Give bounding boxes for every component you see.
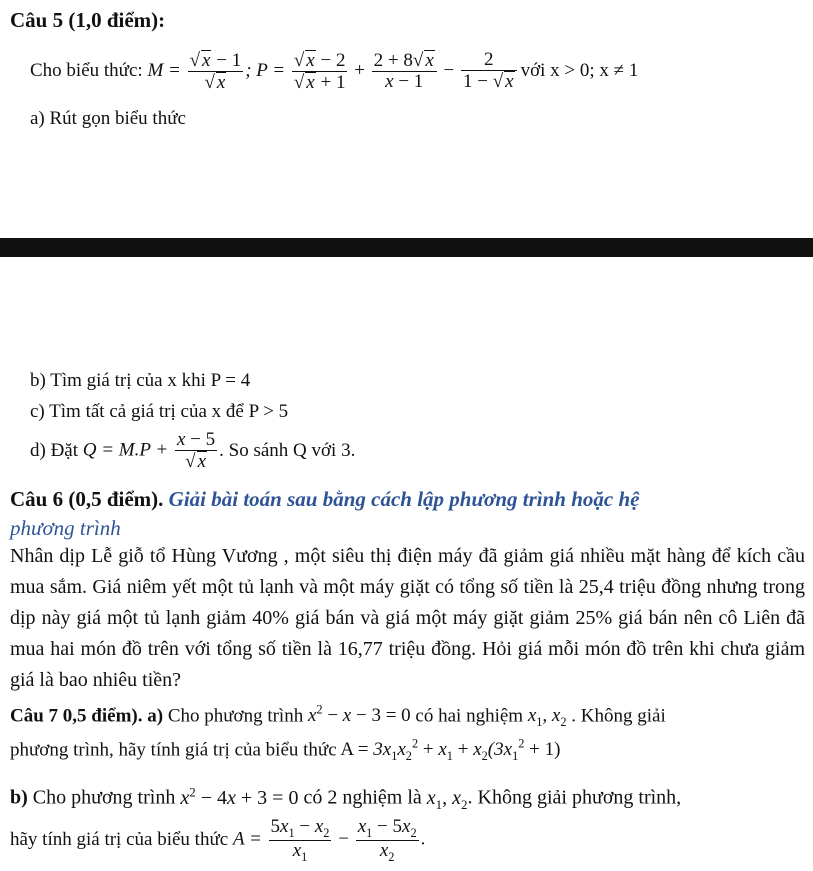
q7-b-post: . Không giải phương trình, (467, 786, 682, 809)
q7-a-roots: $x_1$, $x_2$ (527, 705, 567, 730)
expr-M: M = $\frac{√ x - 1}{√ x}$ ; P = $\frac{√ x - 2}{√ x + 1}$ + $\frac{2 + 8√ x}{x - 1}$ − $\frac{2}{1 - √ x}$ (147, 50, 518, 93)
q7-line1 (10, 703, 666, 730)
q6-title: Câu 6 (0,5 điểm). (10, 487, 164, 511)
q7-b-expression: A = $\frac{5x_1 - x_2}{x_1}$ − $\frac{x_1 - 5x_2}{x_2}$ . (232, 815, 426, 864)
q7-b-label: b) (10, 786, 28, 809)
q5-part-a: a) Rút gọn biểu thức (30, 108, 186, 129)
q7-b-pre: Cho phương trình (32, 786, 176, 809)
q7-a-pre: Cho phương trình (167, 705, 304, 727)
q7-line3 (10, 784, 681, 813)
q5-d-pre: d) Đặt (30, 440, 79, 461)
q5-d-post: . So sánh Q với 3. (219, 440, 356, 461)
q5-expression-line (30, 40, 638, 102)
q5-title: Câu 5 (1,0 điểm): (10, 8, 166, 32)
q7-a-expression: $A = 3x_1x_2^2 + x_1 + x_2(3x_1^2 + 1)$ (340, 737, 561, 764)
q6-title-rest: Giải bài toán sau bằng cách lập phương trình hoặc hệ (168, 487, 640, 511)
q7-a-post: . Không giải (571, 705, 666, 727)
q7-title: Câu 7 0,5 điểm). a) (10, 705, 164, 727)
black-bar (0, 238, 813, 257)
q5-intro: Cho biểu thức: (30, 60, 143, 81)
q7-b-mid: có 2 nghiệm là (303, 786, 422, 809)
q7-a-line2: phương trình, hãy tính giá trị của biểu thức (10, 739, 337, 761)
q6-title-rest2: phương trình (10, 516, 121, 540)
q7-line4 (10, 812, 425, 868)
q7-a-equation: $x^2 - x - 3 = 0$ (307, 703, 411, 727)
q5-part-b: b) Tìm giá trị của x khi P = 4 (30, 370, 251, 391)
q7-a-mid: có hai nghiệm (415, 705, 524, 727)
q7-line2 (10, 737, 560, 764)
q6-body: Nhân dịp Lễ giỗ tổ Hùng Vương , một siêu thị điện máy đã giảm giá nhiều mặt hàng để kích cầu mua sắm. Giá niêm yết một tủ lạnh và một máy giặt có tổng số tiền là 25,4 triệu đồng nhưng trong dịp này giá một tủ lạnh giảm 40% giá bán và giá một máy giặt giảm 25% giá bán nên cô Liên đã mua hai món đồ trên với tổng số tiền là 16,77 triệu đồng. Hỏi giá mỗi món đồ trên khi chưa giảm giá là bao nhiêu tiền? (10, 545, 805, 691)
q7-b-line2: hãy tính giá trị của biểu thức (10, 829, 229, 850)
expr-Q: Q = M.P + $\frac{x - 5}{√ x}$ (82, 429, 216, 472)
q7-b-roots: $x_1$, $x_2$ (426, 786, 468, 812)
q6-title-line (10, 487, 639, 512)
q7-b-equation: $x^2 - 4x + 3 = 0$ (180, 784, 299, 809)
q5-condition: với x > 0; x ≠ 1 (520, 60, 639, 81)
q5-part-c: c) Tìm tất cả giá trị của x để P > 5 (30, 401, 289, 422)
q5-part-d (30, 424, 355, 478)
